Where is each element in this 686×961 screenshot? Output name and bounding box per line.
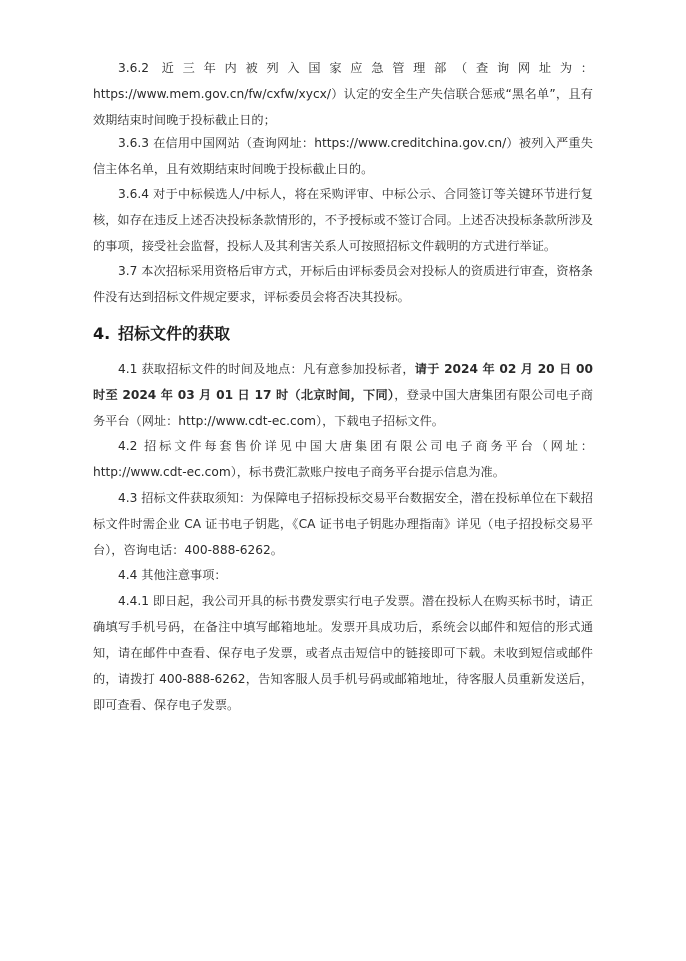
clause-4-2: 4.2 招标文件每套售价详见中国大唐集团有限公司电子商务平台（网址：http://www.cdt-ec.com），标书费汇款账户按电子商务平台提示信息为准。 [93,439,593,479]
section-heading-title: 招标文件的获取 [118,324,231,343]
clause-4-3: 4.3 招标文件获取须知：为保障电子招标投标交易平台数据安全，潜在投标单位在下载招标文件时需企业 CA 证书电子钥匙，《CA 证书电子钥匙办理指南》详见（电子招投标交易平台），咨询电话：400-888-6262。 [93,491,593,557]
clause-4-1-intro: 4.1 获取招标文件的时间及地点：凡有意参加投标者， [118,362,415,376]
clause-3-6-2: 3.6.2 近三年内被列入国家应急管理部（查询网址为：https://www.mem.gov.cn/fw/cxfw/xycx/）认定的安全生产失信联合惩戒“黑名单”，且有效期结束时间晚于投标截止日的； [93,61,593,127]
clause-4-1-deadline: 请于 2024 年 02 月 20 日 00 时至 2024 年 03 月 01 日 17 时（北京时间，下同） [93,362,593,402]
clause-4-1-rest: ，登录中国大唐集团有限公司电子商务平台（网址：http://www.cdt-ec.com），下载电子招标文件。 [93,388,593,428]
section-heading-number: 4. [93,324,111,343]
clause-3-6-3: 3.6.3 在信用中国网站（查询网址：https://www.creditchina.gov.cn/）被列入严重失信主体名单，且有效期结束时间晚于投标截止日的。 [93,136,593,176]
clause-4-1 [93,356,593,434]
clause-4-4-1: 4.4.1 即日起，我公司开具的标书费发票实行电子发票。潜在投标人在购买标书时，请正确填写手机号码，在备注中填写邮箱地址。发票开具成功后，系统会以邮件和短信的形式通知，请在邮件中查看、保存电子发票，或者点击短信中的链接即可下载。未收到短信或邮件的，请拨打 400-888-6262，告知客服人员手机号码或邮箱地址，待客服人员重新发送后，即可查看、保存电子发票。 [93,594,593,712]
clause-3-6-4: 3.6.4 对于中标候选人/中标人，将在采购评审、中标公示、合同签订等关键环节进行复核，如存在违反上述否决投标条款情形的，不予授标或不签订合同。上述否决投标条款所涉及的事项，接受社会监督，投标人及其利害关系人可按照招标文件载明的方式进行举证。 [93,187,593,253]
clause-3-7: 3.7 本次招标采用资格后审方式，开标后由评标委员会对投标人的资质进行审查，资格条件没有达到招标文件规定要求，评标委员会将否决其投标。 [93,264,593,304]
clause-4-4: 4.4 其他注意事项： [118,568,227,582]
section-heading [93,319,230,349]
